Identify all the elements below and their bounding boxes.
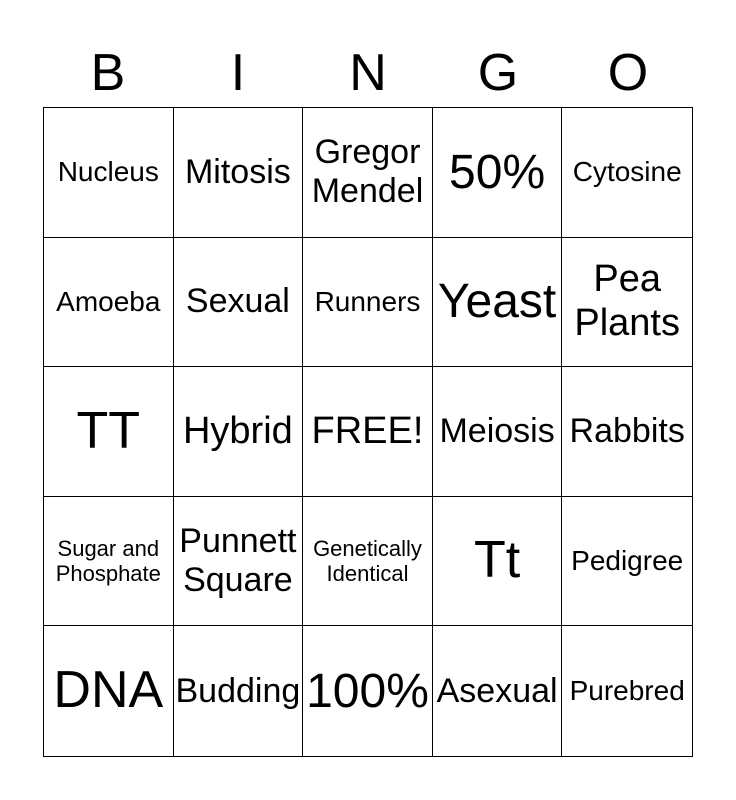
bingo-cell-label: Budding (175, 671, 301, 710)
bingo-cell-r3-c4[interactable] (433, 367, 563, 497)
bingo-cell-label: Punnett Square (179, 522, 297, 600)
bingo-header (43, 42, 693, 104)
header-letter-o: O (607, 44, 649, 102)
bingo-cell-r1-c4[interactable] (433, 108, 563, 238)
bingo-cell-r2-c5[interactable] (562, 238, 692, 368)
bingo-cell-label: DNA (53, 661, 164, 720)
bingo-cell-r2-c3[interactable] (303, 238, 433, 368)
bingo-cell-label: Nucleus (57, 156, 159, 188)
bingo-cell-r2-c4[interactable] (433, 238, 563, 368)
bingo-cell-label: Hybrid (182, 409, 293, 452)
bingo-cell-r2-c1[interactable] (44, 238, 174, 368)
bingo-cell-label: Amoeba (56, 285, 161, 317)
bingo-cell-label: Gregor Mendel (311, 133, 424, 211)
header-letter-g: G (477, 44, 519, 102)
bingo-cell-label: FREE! (311, 409, 424, 452)
bingo-cell-label: Cytosine (572, 156, 682, 188)
bingo-cell-label: Tt (473, 531, 521, 590)
bingo-cell-r3-c2[interactable] (174, 367, 304, 497)
bingo-cell-r1-c3[interactable] (303, 108, 433, 238)
bingo-cell-label: Meiosis (439, 411, 555, 450)
bingo-cell-label: Rabbits (569, 411, 685, 450)
bingo-cell-label: Runners (314, 285, 421, 317)
header-letter-i: I (230, 44, 246, 102)
bingo-cell-label: 50% (449, 145, 546, 199)
bingo-cell-label: 100% (306, 664, 429, 718)
bingo-cell-r5-c2[interactable] (174, 626, 304, 756)
bingo-cell-label: Pedigree (571, 545, 684, 576)
bingo-cell-r5-c5[interactable] (562, 626, 692, 756)
bingo-cell-r4-c5[interactable] (562, 497, 692, 627)
bingo-cell-label: Genetically Identical (313, 535, 422, 587)
bingo-cell-r3-c3[interactable] (303, 367, 433, 497)
header-letter-b: B (90, 44, 126, 102)
bingo-cell-label: Sexual (185, 282, 290, 321)
bingo-cell-r1-c5[interactable] (562, 108, 692, 238)
header-letter-n: N (349, 44, 387, 102)
bingo-cell-label: Asexual (436, 671, 558, 710)
bingo-cell-label: TT (76, 401, 141, 460)
bingo-cell-r3-c5[interactable] (562, 367, 692, 497)
bingo-cell-r5-c1[interactable] (44, 626, 174, 756)
bingo-cell-r4-c1[interactable] (44, 497, 174, 627)
bingo-cell-r4-c2[interactable] (174, 497, 304, 627)
bingo-cell-label: Yeast (437, 275, 557, 329)
bingo-cell-r5-c4[interactable] (433, 626, 563, 756)
bingo-cell-r5-c3[interactable] (303, 626, 433, 756)
bingo-cell-label: Purebred (569, 675, 685, 707)
bingo-cell-label: Mitosis (184, 152, 291, 191)
bingo-cell-label: Sugar and Phosphate (55, 535, 161, 587)
bingo-cell-r3-c1[interactable] (44, 367, 174, 497)
bingo-cell-r1-c2[interactable] (174, 108, 304, 238)
bingo-cell-r4-c4[interactable] (433, 497, 563, 627)
bingo-board (43, 107, 693, 757)
bingo-cell-r1-c1[interactable] (44, 108, 174, 238)
bingo-cell-r2-c2[interactable] (174, 238, 304, 368)
bingo-cell-label: Pea Plants (574, 258, 680, 344)
bingo-cell-r4-c3[interactable] (303, 497, 433, 627)
